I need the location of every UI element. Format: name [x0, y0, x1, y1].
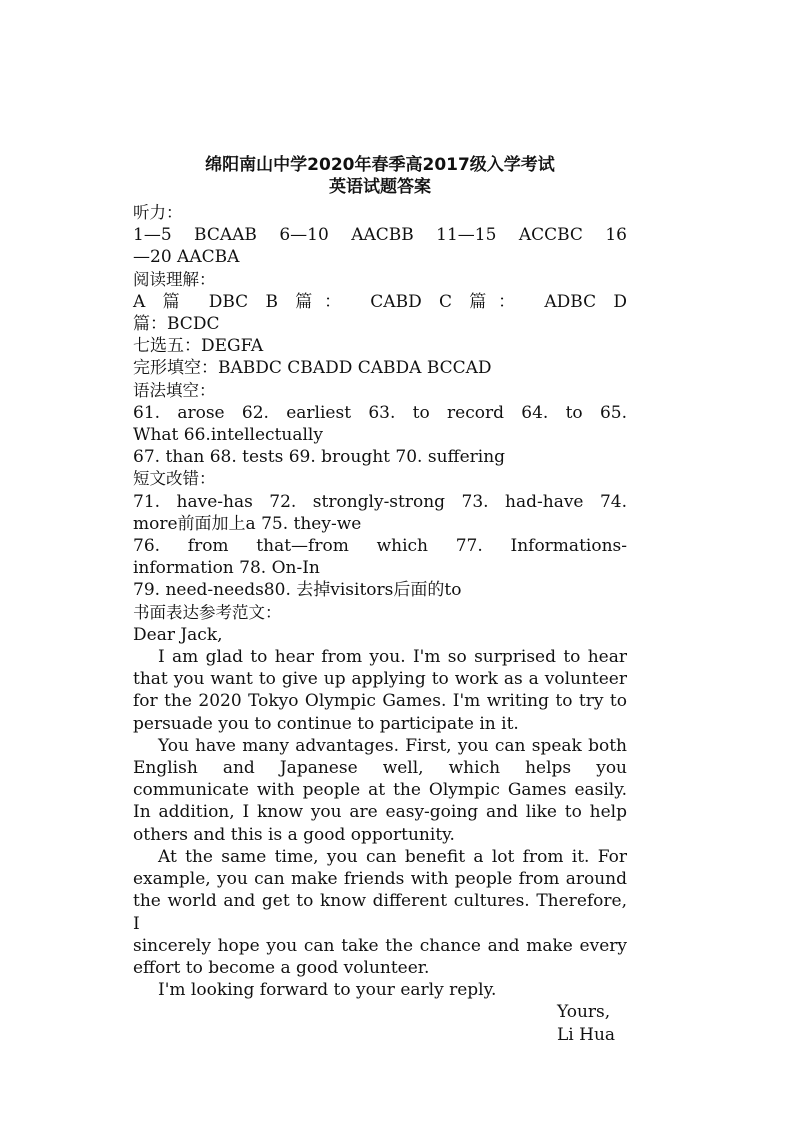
- writing-heading: 书面表达参考范文：: [133, 602, 282, 622]
- title-line-2: 英语试题答案: [329, 177, 431, 197]
- document-title: [0, 154, 760, 198]
- letter-paragraph-1-line: persuade you to continue to participate in it.: [133, 713, 519, 734]
- letter-paragraph-1-line: that you want to give up applying to work as a volunteer: [133, 669, 627, 690]
- letter-closing: Yours,: [557, 1002, 611, 1023]
- reading-answers-line-2: 篇：BCDC: [133, 314, 220, 335]
- correction-heading: 短文改错：: [133, 469, 216, 489]
- letter-paragraph-2-line: communicate with people at the Olympic Games easily.: [133, 780, 627, 801]
- grammar-answers-line-3: 67. than 68. tests 69. brought 70. suffering: [133, 447, 506, 468]
- letter-paragraph-1-line: I am glad to hear from you. I'm so surprised to hear: [158, 647, 627, 668]
- letter-paragraph-2-line: English and Japanese well, which helps you: [133, 758, 627, 779]
- letter-paragraph-2-line: others and this is a good opportunity.: [133, 824, 455, 845]
- letter-paragraph-3-line: the world and get to know different cultures. Therefore, I: [133, 891, 627, 934]
- letter-paragraph-4: I'm looking forward to your early reply.: [158, 980, 497, 1001]
- correction-answers-line-5: 79. need-needs80. 去掉visitors后面的to: [133, 580, 462, 601]
- correction-answers-line-2: more前面加上a 75. they-we: [133, 513, 362, 534]
- letter-greeting: Dear Jack,: [133, 624, 223, 645]
- grammar-answers-line-2: What 66.intellectually: [133, 425, 323, 446]
- letter-paragraph-3-line: sincerely hope you can take the chance and make every: [133, 935, 627, 956]
- letter-paragraph-2-line: You have many advantages. First, you can speak both: [158, 735, 627, 756]
- correction-answers-line-4: information 78. On-In: [133, 558, 320, 579]
- seven-five-answers: 七选五：DEGFA: [133, 336, 264, 357]
- grammar-heading: 语法填空：: [133, 380, 216, 400]
- title-line-1: 绵阳南山中学2020年春季高2017级入学考试: [205, 155, 555, 175]
- letter-signature: Li Hua: [557, 1024, 616, 1045]
- letter-paragraph-3-line: example, you can make friends with people from around: [133, 869, 627, 890]
- answer-body: [133, 202, 627, 1046]
- listening-answers-line-2: —20 AACBA: [133, 247, 240, 268]
- correction-answers-line-1: 71. have-has 72. strongly-strong 73. had-have 74.: [133, 491, 627, 512]
- grammar-answers-line-1: 61. arose 62. earliest 63. to record 64. to 65.: [133, 402, 627, 423]
- letter-paragraph-3-line: At the same time, you can benefit a lot from it. For: [158, 846, 627, 867]
- cloze-answers: 完形填空：BABDC CBADD CABDA BCCAD: [133, 358, 492, 379]
- correction-answers-line-3: 76. from that—from which 77. Informations-: [133, 536, 627, 557]
- letter-paragraph-3-line: effort to become a good volunteer.: [133, 957, 430, 978]
- listening-answers-line-1: 1—5 BCAAB 6—10 AACBB 11—15 ACCBC 16: [133, 225, 627, 246]
- listening-heading: 听力：: [133, 203, 183, 222]
- letter-paragraph-2-line: In addition, I know you are easy-going and like to help: [133, 802, 627, 823]
- reading-heading: 阅读理解：: [133, 269, 216, 289]
- reading-answers-line-1: A 篇 DBC B 篇： CABD C 篇： ADBC D: [133, 291, 627, 312]
- letter-paragraph-1-line: for the 2020 Tokyo Olympic Games. I'm writing to try to: [133, 691, 627, 712]
